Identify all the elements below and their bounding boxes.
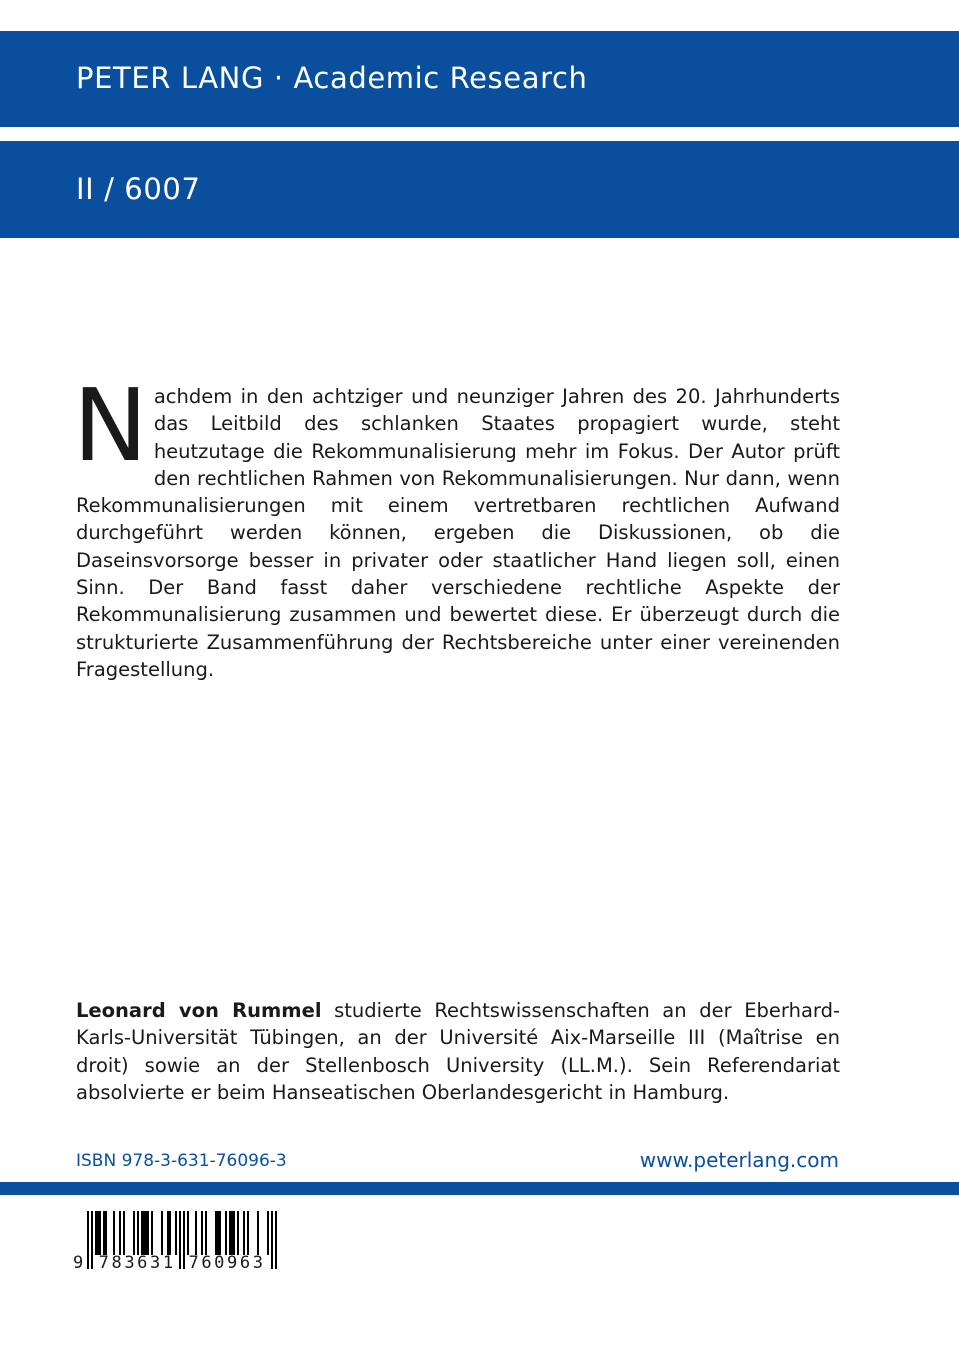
barcode-bar (233, 1211, 235, 1255)
barcode-bar (229, 1211, 231, 1255)
publisher-website-link[interactable]: www.peterlang.com (639, 1148, 839, 1172)
barcode-bar (167, 1211, 169, 1255)
author-bio (76, 997, 840, 1106)
barcode-bar (219, 1211, 221, 1255)
barcode-bar (133, 1211, 135, 1255)
barcode-bar (195, 1211, 197, 1255)
barcode-bar (97, 1211, 99, 1255)
barcode-bar (257, 1211, 259, 1255)
barcode-bar (137, 1211, 139, 1255)
publisher-band (0, 31, 959, 127)
barcode-digits: 9 783631 760963 (73, 1253, 266, 1273)
barcode-bar (175, 1211, 177, 1255)
barcode-bar (95, 1211, 97, 1255)
barcode-bar (141, 1211, 143, 1255)
barcode-bar (217, 1211, 219, 1255)
blurb-text: achdem in den achtziger und neunziger Jahren des 20. Jahrhunderts das Leitbild des schlanken Staates propagiert wurde, steht heutzutage die Rekommunalisierung mehr im Fokus. Der Autor prüft den rechtlichen Rahmen von Rekommunalisierungen. Nur dann, wenn Rekommunalisierungen mit einem vertretbaren rechtlichen Aufwand durchgeführt werden können, ergeben die Diskussionen, ob die Daseinsvorsorge besser in privater oder staatlicher Hand liegen soll, einen Sinn. Der Band fasst daher verschiedene rechtliche Aspekte der Rekommunalisierung zusammen und bewertet diese. Er überzeugt durch die strukturierte Zusammenführung der Rechtsbereiche unter einer vereinenden Fragestellung. (76, 385, 840, 681)
barcode-bar (105, 1211, 107, 1255)
series-band (0, 141, 959, 238)
barcode-bar (247, 1211, 249, 1255)
author-bio-text: studierte Rechtswissenschaften an der Eberhard-Karls-Universität Tübingen, an der Université Aix-Marseille III (Maîtrise en droit) sowie an der Stellenbosch University (LL.M.). Sein Referendariat absolvierte er beim Hanseatischen Oberlandesgericht in Hamburg. (76, 999, 840, 1104)
barcode-bar (205, 1211, 207, 1255)
barcode-bar (201, 1211, 203, 1255)
barcode-bar (143, 1211, 145, 1255)
barcode-bar (99, 1211, 101, 1255)
bottom-rule (0, 1182, 959, 1195)
barcode-bar (231, 1211, 233, 1255)
barcode-bar (161, 1211, 163, 1255)
barcode-bar (225, 1211, 227, 1255)
barcode-bar (151, 1211, 153, 1255)
author-name: Leonard von Rummel (76, 999, 322, 1022)
barcode-bar (243, 1211, 245, 1255)
barcode-bar (113, 1211, 115, 1255)
barcode-bar (145, 1211, 147, 1255)
drop-cap: N (73, 367, 148, 484)
barcode-bar (237, 1211, 239, 1255)
barcode-bar (147, 1211, 149, 1255)
barcode-bar (215, 1211, 217, 1255)
isbn-barcode (73, 1209, 277, 1275)
barcode-bar (187, 1211, 189, 1255)
barcode-bar (267, 1211, 269, 1255)
barcode-bar (119, 1211, 121, 1255)
book-blurb (73, 367, 840, 683)
isbn-label: ISBN 978-3-631-76096-3 (76, 1151, 287, 1171)
barcode-bar (123, 1211, 125, 1255)
barcode-bar (169, 1211, 171, 1255)
series-number: II / 6007 (76, 172, 201, 206)
barcode-bar (103, 1211, 105, 1255)
publisher-title: PETER LANG · Academic Research (76, 61, 588, 95)
